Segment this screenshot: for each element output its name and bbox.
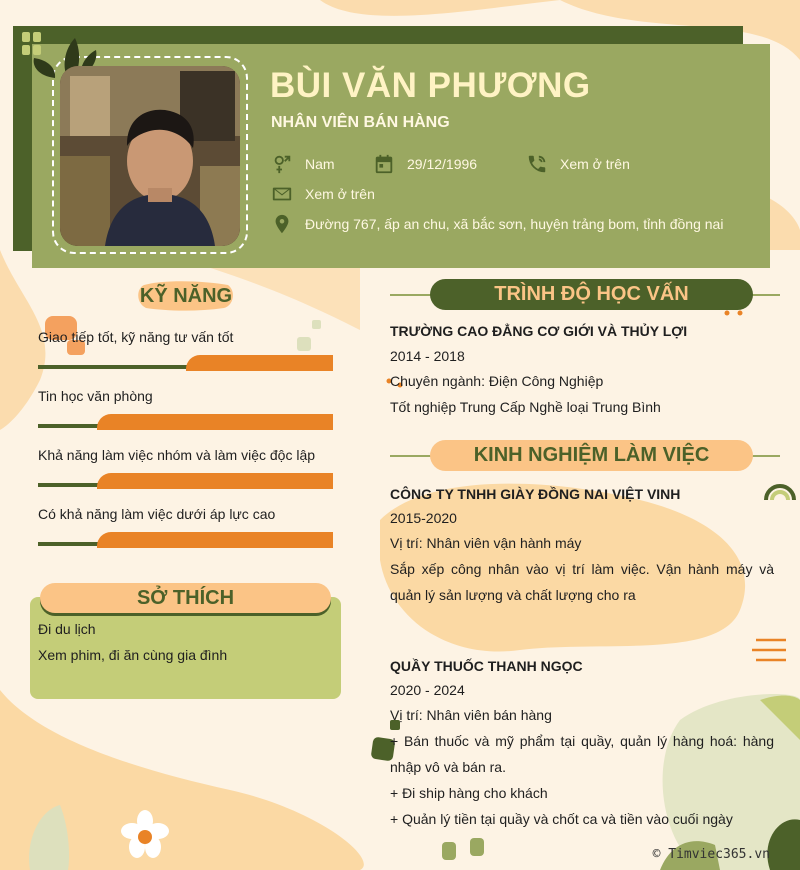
skill-bar [38,532,333,548]
job-company: CÔNG TY TNHH GIÀY ĐỒNG NAI VIỆT VINH [390,486,681,502]
job-duty: + Quản lý tiền tại quầy và chốt ca và tiền vào cuối ngày [390,811,733,827]
skill-bar [38,473,333,489]
candidate-name: BÙI VĂN PHƯƠNG [270,66,591,105]
location-icon [271,213,293,235]
gender-icon [271,153,293,175]
birthday-info [373,153,477,175]
job-duty: + Bán thuốc và mỹ phẩm tại quầy, quản lý hàng hoá: hàng nhập vô và bán ra. [390,733,774,775]
job-period: 2020 - 2024 [390,682,465,698]
job-period: 2015-2020 [390,510,457,526]
skill-label: Tin học văn phòng [38,388,153,404]
skills-title: KỸ NĂNG [139,285,233,307]
footer-watermark: © Timviec365.vn [652,847,770,862]
skill-label: Có khả năng làm việc dưới áp lực cao [38,506,276,522]
address-info [271,213,723,235]
education-major: Chuyên ngành: Điện Công Nghiệp [390,373,604,389]
hobby-item: Đi du lịch [38,621,96,637]
job-title: NHÂN VIÊN BÁN HÀNG [271,114,450,131]
education-title: TRÌNH ĐỘ HỌC VẤN [430,279,753,310]
calendar-icon [373,153,395,175]
email-info [271,183,375,205]
gender-info [271,153,335,175]
skill-bar [38,355,333,371]
job-description: Sắp xếp công nhân vào vị trí làm việc. Vận hành máy và quản lý sản lượng và chất lượng cho ra [390,561,774,603]
job-position: Vị trí: Nhân viên bán hàng [390,707,552,723]
phone-info [526,153,630,175]
experience-title: KINH NGHIỆM LÀM VIỆC [430,440,753,471]
email-icon [271,183,293,205]
education-detail: Tốt nghiệp Trung Cấp Nghề loại Trung Bình [390,399,661,415]
education-period: 2014 - 2018 [390,348,465,364]
job-duty: + Đi ship hàng cho khách [390,785,548,801]
phone-value: Xem ở trên [560,156,630,172]
job-position: Vị trí: Nhân viên vận hành máy [390,535,582,551]
job-company: QUẦY THUỐC THANH NGỌC [390,658,583,674]
skill-label: Khả năng làm việc nhóm và làm việc độc lập [38,447,316,463]
email-value: Xem ở trên [305,186,375,202]
profile-photo [60,66,240,246]
education-school: TRƯỜNG CAO ĐẲNG CƠ GIỚI VÀ THỦY LỢI [390,323,688,339]
hobbies-title: SỞ THÍCH [136,587,235,609]
birthday-value: 29/12/1996 [407,156,478,172]
phone-icon [526,153,548,175]
skill-bar [38,414,333,430]
hobby-item: Xem phim, đi ăn cùng gia đình [38,647,228,663]
gender-value: Nam [305,156,335,172]
skill-label: Giao tiếp tốt, kỹ năng tư vấn tốt [38,329,234,345]
address-value: Đường 767, ấp an chu, xã bắc sơn, huyện trảng bom, tỉnh đồng nai [305,216,724,232]
